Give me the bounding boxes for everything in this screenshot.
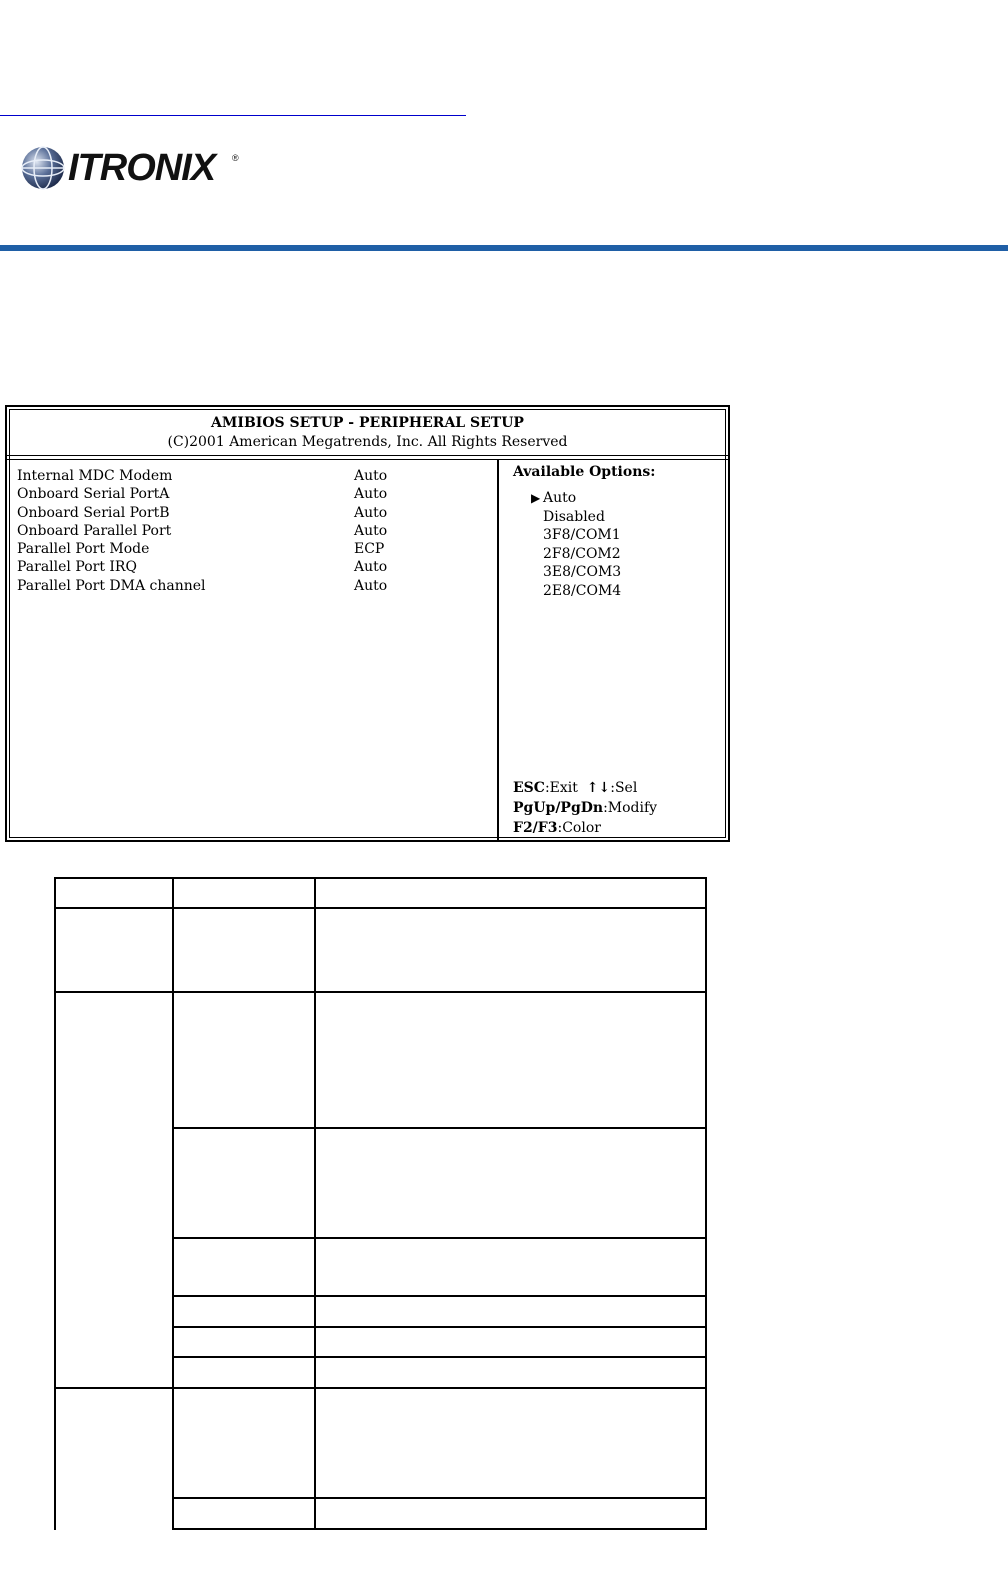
table-row-divider bbox=[54, 907, 707, 909]
setting-value[interactable]: Auto bbox=[354, 468, 388, 484]
option-label: Disabled bbox=[543, 508, 605, 525]
setting-label: Parallel Port Mode bbox=[17, 541, 150, 558]
table-row-divider bbox=[172, 1295, 707, 1297]
setting-label: Internal MDC Modem bbox=[17, 468, 173, 484]
key-help-row bbox=[513, 799, 657, 819]
setting-label: Onboard Parallel Port bbox=[17, 522, 172, 539]
table-border-bottom bbox=[172, 1528, 707, 1530]
key-sep: : bbox=[544, 780, 550, 796]
key-action: Modify bbox=[607, 800, 658, 816]
option-item-selected[interactable] bbox=[529, 489, 621, 508]
setting-label: Parallel Port DMA channel bbox=[17, 577, 206, 594]
setting-label: Onboard Serial PortA bbox=[17, 486, 170, 503]
option-label: Auto bbox=[543, 490, 577, 506]
option-label: 2F8/COM2 bbox=[543, 545, 621, 562]
setting-value[interactable]: Auto bbox=[354, 522, 388, 539]
setting-value[interactable]: Auto bbox=[354, 559, 388, 576]
setting-label: Parallel Port IRQ bbox=[17, 559, 137, 576]
bios-screen bbox=[5, 405, 730, 842]
table-row-divider bbox=[172, 1497, 707, 1499]
table-row-divider bbox=[54, 1387, 707, 1389]
setting-label: Onboard Serial PortB bbox=[17, 504, 170, 521]
key-action: Exit bbox=[549, 780, 578, 796]
table-border-left bbox=[54, 877, 56, 1530]
option-item[interactable] bbox=[529, 563, 621, 582]
key-help-row bbox=[513, 779, 657, 799]
option-item[interactable] bbox=[529, 526, 621, 545]
settings-table bbox=[54, 877, 707, 1530]
options-title: Available Options: bbox=[513, 464, 656, 480]
globe-icon bbox=[20, 145, 66, 191]
option-label: 2E8/COM4 bbox=[543, 582, 622, 599]
table-col-divider bbox=[314, 877, 316, 1530]
table-row-divider bbox=[172, 1356, 707, 1358]
option-item[interactable] bbox=[529, 508, 621, 527]
header-rule bbox=[0, 245, 1008, 251]
setting-value[interactable]: Auto bbox=[354, 486, 388, 503]
table-col-divider bbox=[172, 877, 174, 1530]
table-row-divider bbox=[172, 1237, 707, 1239]
key-help-row bbox=[513, 819, 657, 839]
key-action: :Sel bbox=[610, 780, 638, 796]
arrow-keys-icon: ↑↓ bbox=[586, 780, 611, 796]
key-sep: : bbox=[603, 800, 608, 816]
key-help bbox=[513, 779, 657, 839]
bios-header-separator bbox=[7, 455, 728, 460]
key-sep: : bbox=[557, 820, 563, 836]
option-label: 3F8/COM1 bbox=[543, 527, 621, 543]
setting-value[interactable]: ECP bbox=[354, 541, 385, 558]
table-border-top bbox=[54, 877, 707, 879]
setting-value[interactable]: Auto bbox=[354, 504, 388, 521]
key-f2-f3: F2/F3 bbox=[513, 820, 558, 836]
table-row-divider bbox=[172, 1326, 707, 1328]
bios-panel-divider bbox=[497, 459, 499, 840]
key-action: Color bbox=[562, 820, 601, 836]
registered-mark: ® bbox=[232, 153, 239, 163]
brand-name: ITRONIX bbox=[68, 147, 216, 189]
options-list bbox=[529, 489, 621, 600]
top-link-underline[interactable] bbox=[0, 115, 466, 116]
table-border-right bbox=[705, 877, 707, 1530]
setting-value[interactable]: Auto bbox=[354, 577, 388, 594]
bios-title: AMIBIOS SETUP - PERIPHERAL SETUP bbox=[211, 415, 524, 431]
key-pgup-pgdn: PgUp/PgDn bbox=[513, 800, 604, 816]
option-item[interactable] bbox=[529, 545, 621, 564]
option-label: 3E8/COM3 bbox=[543, 564, 622, 580]
itronix-logo bbox=[20, 145, 250, 195]
table-row-divider bbox=[54, 991, 707, 993]
option-item[interactable] bbox=[529, 582, 621, 601]
table-row-divider bbox=[172, 1127, 707, 1129]
key-esc: ESC bbox=[513, 780, 545, 796]
selection-arrow-icon: ▶ bbox=[531, 491, 541, 505]
bios-copyright: (C)2001 American Megatrends, Inc. All Rights Reserved bbox=[167, 434, 568, 450]
